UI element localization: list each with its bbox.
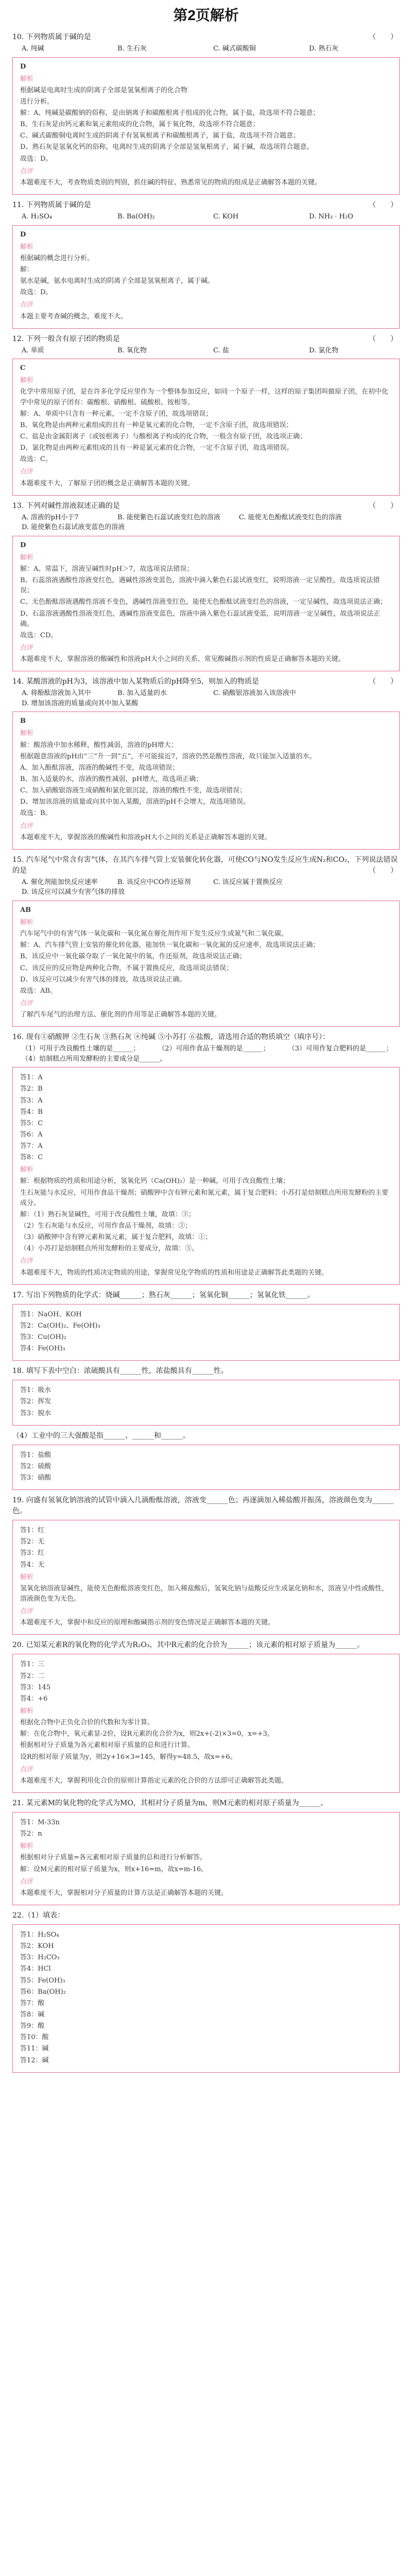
analysis-line: 解：（1）熟石灰显碱性，可用于改良酸性土壤，故填：③； (20, 1210, 195, 1218)
analysis-line: 答9：酸 (20, 2022, 45, 2030)
comment-label: 点评 (20, 301, 34, 309)
answer-analysis-box (12, 1304, 400, 1361)
answer-analysis-box (12, 1520, 400, 1635)
analysis-line: 答1：吸水 (20, 1386, 52, 1395)
answer-text: D (20, 541, 26, 549)
question-block (12, 676, 400, 850)
question-stem (12, 1798, 400, 1809)
page (0, 4, 412, 2088)
analysis-line: B、氧化物是由两种元素组成的且有一种是氧元素的化合物，一定不含原子团，故选项错误； (20, 421, 293, 429)
option: C. 该反应属于置换反应 (213, 878, 283, 886)
analysis-label: 解析 (20, 730, 34, 738)
question-stem (12, 1910, 400, 1921)
question-stem-text: 20. 已知某元素R的氧化物的化学式为R₂O₃，其中R元素的化合价为______；该元素的相对原子质量为______。 (12, 1641, 365, 1650)
question-stem (12, 1366, 400, 1377)
answer-analysis-box (12, 711, 400, 850)
analysis-line: 生石灰能与水反应，可用作食品干燥剂；硝酸钾中含有钾元素和氮元素，属于复合肥料；小苏打是焙制糕点所用发酵粉的主要成分。 (20, 1189, 389, 1207)
answer-analysis-box (12, 57, 400, 195)
question-block (12, 855, 400, 1027)
analysis-line: 答8：C (20, 1154, 43, 1162)
question-stem (12, 855, 400, 876)
analysis-line: C、该反应的反应物是两种化合物，不属于置换反应，故选项说法错误； (20, 964, 233, 972)
question-stem (12, 200, 400, 211)
option: D. 该反应可以减少有害气体的排放 (22, 888, 125, 896)
comment-label: 点评 (20, 1257, 34, 1265)
analysis-line: B、石蕊溶液遇酸性溶液变红色，遇碱性溶液变蓝色，溶液中滴入紫色石蕊试液变红，说明溶液一定呈酸性，故选项说法错误； (20, 577, 380, 595)
question-stem-text: （4）工业中的三大强酸是指______、______和______。 (12, 1431, 190, 1440)
comment-text: 本题难度不大，考查物质类别的判别，抓住碱的特征、熟悉常见的物质的组成是正确解答本题的关键。 (20, 178, 322, 187)
analysis-label: 解析 (20, 553, 34, 562)
analysis-line: 答12：碱 (20, 2056, 49, 2064)
answer-paren: （ ） (369, 501, 398, 510)
option: D. NH₃ · H₂O (309, 213, 353, 221)
analysis-line: B、该反应中一氧化碳夺取了一氧化氮中的氧，作还原剂，故选项说法正确； (20, 953, 246, 961)
option: A. 单质 (22, 346, 44, 354)
analysis-label: 解析 (20, 1166, 34, 1174)
question-block (12, 1431, 400, 1490)
answer-analysis-box (12, 536, 400, 672)
analysis-line: C、无色酚酞溶液遇酸性溶液不变色，遇碱性溶液变红色，能使无色酚酞试液变红色的溶液，一定呈碱性，故选项说法正确； (20, 598, 387, 606)
answer-paren: （ ） (369, 201, 398, 210)
question-block (12, 1910, 400, 2073)
comment-label: 点评 (20, 643, 34, 652)
analysis-line: A、加入酚酞溶液，溶液的酸碱性不变，故选项错误； (20, 764, 179, 772)
analysis-line: 根据化合物中正负化合价的代数和为零计算。 (20, 1719, 154, 1727)
analysis-line: 答5：C (20, 1119, 43, 1127)
option: C. 能使无色酚酞试液变红色的溶液 (238, 513, 342, 521)
question-stem-text: 13. 下列对碱性溶液叙述正确的是 (12, 501, 120, 510)
answer-text: AB (20, 906, 31, 914)
question-stem-text: 16. 现有①硝酸钾 ②生石灰 ③熟石灰 ④纯碱 ⑤小苏打 ⑥盐酸，请选用合适的物质填空（填序号）： (12, 1033, 330, 1042)
analysis-line: 故选：C。 (20, 455, 52, 464)
analysis-line: 答1：A (20, 1074, 43, 1082)
analysis-line: 进行分析。 (20, 97, 54, 106)
comment-text: 本题难度不大，掌握溶液的酸碱性和溶液pH大小之间的关系、常见酸碱指示剂的性质是正确解答本题的关键。 (20, 655, 345, 664)
question-block (12, 1290, 400, 1361)
analysis-line: 汽车尾气中的有害气体一氧化碳和一氧化氮在催化剂作用下发生反应生成氮气和二氧化碳。 (20, 930, 288, 938)
question-stem (12, 32, 400, 43)
comment-text: 本题难度不大，掌握溶液的酸碱性和溶液pH大小之间的关系是正确解答本题的关键。 (20, 833, 271, 841)
option: B. 该反应中CO作还原剂 (117, 878, 191, 886)
comment-label: 点评 (20, 1607, 34, 1616)
question-block (12, 1032, 400, 1285)
question-block (12, 501, 400, 672)
analysis-line: 根据相对分子质量=各元素相对原子质量的总和进行分析解答。 (20, 1854, 207, 1862)
analysis-line: D、该反应可以减少有害气体的排放，故选项说法正确。 (20, 975, 186, 984)
analysis-line: 答2：KOH (20, 1942, 54, 1951)
question-stem-text: 21. 某元素M的氧化物的化学式为MO，其相对分子质量为m，则M元素的相对原子质量为______。 (12, 1799, 328, 1807)
answer-analysis-box (12, 1924, 400, 2073)
comment-text: 本题难度不大，掌握利用化合价的原则计算指定元素的化合价的方法即可正确解答此类题。 (20, 1776, 288, 1785)
comment-label: 点评 (20, 468, 34, 476)
option: C. 盐 (213, 346, 229, 354)
questions-list (0, 32, 412, 2073)
analysis-line: D、石蕊溶液遇酸性溶液变红色，遇碱性溶液变蓝色，溶液中滴入紫色石蕊试液变蓝，说明溶液一定呈碱性，故选项说法正确。 (20, 609, 381, 628)
analysis-line: 化学中常用原子团，是在许多化学反应里作为一个整体参加反应，如同一个原子一样，这样的原子集团叫做原子团，在初中化学中常见的原子团有：碳酸根、硝酸根、硫酸根、铵根等。 (20, 388, 389, 406)
answer-text: D (20, 230, 26, 239)
analysis-line: 根据碱的概念进行分析。 (20, 254, 94, 262)
analysis-label: 解析 (20, 918, 34, 926)
option: C. 碱式碳酸铜 (213, 45, 256, 53)
answer-analysis-box (12, 225, 400, 329)
option: B. Ba(OH)₂ (117, 213, 155, 221)
question-stem (12, 334, 400, 345)
analysis-line: 答2：二 (20, 1672, 45, 1680)
answer-text: B (20, 717, 26, 725)
option: D. 熟石灰 (309, 45, 339, 53)
option: C. 硝酸银溶液加入该溶液中 (213, 689, 296, 698)
analysis-line: C、碱式碳酸铜电离时生成的阴离子有氢氧根离子和碳酸根离子，属于盐，故选项不符合题意； (20, 132, 300, 140)
analysis-line: 解：在化合物中，氧元素显-2价，设R元素的化合价为x，则2x+(-2)×3=0，x=+3。 (20, 1730, 274, 1738)
analysis-line: 答7：A (20, 1142, 43, 1150)
answer-analysis-box (12, 1067, 400, 1285)
option: D. 增加该溶液的质量或向其中加入某酸 (22, 699, 139, 707)
analysis-line: 答3：H₂CO₃ (20, 1954, 60, 1962)
answer-text: C (20, 364, 26, 372)
comment-label: 点评 (20, 999, 34, 1007)
question-stem-text: 11. 下列物质属于碱的是 (12, 201, 91, 210)
option: （2）可用作食品干燥剂的是______； (158, 1045, 270, 1053)
analysis-line: 氨水是碱，氨水电离时生成的阴离子全部是氢氧根离子，属于碱。 (20, 277, 215, 285)
analysis-line: 解：A、常温下，溶液呈碱性时pH＞7，故选项说法错误； (20, 565, 194, 573)
analysis-line: 答2：硫酸 (20, 1462, 52, 1470)
analysis-line: 故选：B。 (20, 809, 52, 818)
comment-text: 本题难度不大，掌握相对分子质量的计算方法是正确解答本题的关键。 (20, 1889, 228, 1897)
question-block (12, 32, 400, 195)
analysis-line: B、生石灰是由钙元素和氧元素组成的化合物，属于氧化物，故选项不符合题意； (20, 121, 260, 129)
option: A. H₂SO₄ (22, 213, 52, 221)
analysis-line: 根据题意溶液的pH由“三”升一到“五”，不可能接近7，溶液仍然是酸性溶液，故只能加入适量的水。 (20, 752, 316, 760)
question-stem-text: 22.（1）填表： (12, 1911, 65, 1920)
analysis-line: 答1：盐酸 (20, 1451, 52, 1459)
analysis-line: 故选：AB。 (20, 987, 57, 995)
answer-paren: （ ） (369, 866, 398, 875)
question-block (12, 334, 400, 496)
comment-text: 本题难度不大，掌握中和反应的原理和酸碱指示剂的变色情况是正确解答本题的关键。 (20, 1619, 275, 1627)
option: （4）焙制糕点所用发酵粉的主要成分是______。 (22, 1055, 167, 1063)
question-stem (12, 676, 400, 687)
analysis-line: 解：根据物质的性质和用途分析，氢氧化钙（Ca(OH)₂）是一种碱，可用于改良酸性土壤； (20, 1177, 290, 1185)
analysis-line: 解：酸溶液中加水稀释，酸性减弱，溶液的pH增大； (20, 741, 178, 749)
analysis-line: 设R的相对原子质量为y，则2y+16×3=145，解得y=48.5，故x=+6。 (20, 1753, 237, 1761)
question-stem (12, 1032, 400, 1043)
analysis-line: 解：A、汽车排气管上安装的催化转化器，能加快一氧化碳和一氧化氮的反应速率，故选项说法正确； (20, 941, 320, 950)
analysis-line: 答1：红 (20, 1527, 45, 1535)
option: A. 催化剂能加快反应速率 (22, 878, 98, 886)
analysis-line: D、增加该溶液的质量或向其中加入某酸，溶液的pH不会增大，故选项错误。 (20, 798, 250, 806)
option: D. 能使紫色石蕊试液变蓝色的溶液 (22, 523, 125, 532)
analysis-line: 答3：红 (20, 1549, 45, 1557)
analysis-label: 解析 (20, 1842, 34, 1851)
analysis-line: 答2：无 (20, 1538, 45, 1546)
question-block (12, 200, 400, 329)
question-stem-text: 10. 下列物质属于碱的是 (12, 33, 91, 41)
analysis-line: 答5：Fe(OH)₃ (20, 1976, 65, 1985)
analysis-line: 答6：Ba(OH)₂ (20, 1988, 66, 1996)
analysis-line: 解： (20, 265, 34, 274)
analysis-line: 答11：碱 (20, 2045, 49, 2053)
analysis-line: 答4：B (20, 1108, 43, 1116)
analysis-line: 答3：脱水 (20, 1409, 52, 1417)
question-stem-text: 15. 汽车尾气中常含有害气体，在其汽车排气管上安装催化转化器，可使CO与NO发生反应生成N₂和CO₂，下列说法错误的是 (12, 855, 398, 875)
options-row (22, 513, 400, 533)
option: B. 生石灰 (117, 45, 147, 53)
answer-analysis-box (12, 901, 400, 1027)
comment-text: 了解汽车尾气的治理方法、催化剂的作用等是正确解答本题的关键。 (20, 1011, 221, 1019)
analysis-line: 答3：硝酸 (20, 1474, 52, 1482)
answer-analysis-box (12, 1654, 400, 1793)
analysis-line: 故选：D。 (20, 155, 53, 163)
question-block (12, 1495, 400, 1635)
analysis-label: 解析 (20, 75, 34, 83)
analysis-label: 解析 (20, 1707, 34, 1715)
question-block (12, 1640, 400, 1793)
option: B. 氧化物 (117, 346, 147, 354)
option: （1）可用于改良酸性土壤的是______； (22, 1045, 140, 1053)
analysis-line: 答6：A (20, 1130, 43, 1139)
answer-analysis-box (12, 1445, 400, 1490)
analysis-line: D、熟石灰是氢氧化钙的俗称，电离时生成的阴离子全部是氢氧根离子，属于碱，故选项符合题意。 (20, 143, 314, 151)
analysis-line: （4）小苏打是焙制糕点所用发酵粉的主要成分，故填：⑤。 (20, 1245, 199, 1253)
comment-label: 点评 (20, 822, 34, 830)
question-stem-text: 12. 下列一般含有原子团的物质是 (12, 334, 120, 343)
analysis-line: 故选：CD。 (20, 631, 58, 639)
answer-analysis-box (12, 1812, 400, 1905)
analysis-line: 答2：挥发 (20, 1398, 52, 1406)
comment-text: 本题难度不大，物质的性质决定物质的用途，掌握常见化学物质的性质和用途是正确解答此类题的关键。 (20, 1268, 329, 1277)
comment-text: 本题难度不大，了解原子团的概念是正确解答本题的关键。 (20, 479, 195, 487)
question-stem (12, 1431, 400, 1442)
analysis-line: 答10：酸 (20, 2033, 49, 2042)
page-title: 第2页解析 (173, 7, 239, 23)
answer-paren: （ ） (369, 677, 398, 686)
analysis-line: 答2：B (20, 1085, 43, 1093)
question-block (12, 1798, 400, 1905)
analysis-line: 答4：无 (20, 1561, 45, 1569)
question-stem (12, 501, 400, 512)
question-stem (12, 1290, 400, 1301)
analysis-line: 解：A、单质中只含有一种元素，一定不含原子团，故选项错误； (20, 410, 213, 418)
option: C. KOH (213, 213, 239, 221)
analysis-line: D、氯化物是由两种元素组成的且有一种是氯元素的化合物，一定不含原子团，故选项错误。 (20, 444, 294, 452)
analysis-line: 答1：M-33n (20, 1818, 60, 1826)
analysis-label: 解析 (20, 243, 34, 251)
analysis-line: 答3：145 (20, 1683, 51, 1691)
analysis-label: 解析 (20, 377, 34, 385)
options-row (22, 44, 400, 54)
option: B. 能使紫色石蕊试液变红色的溶液 (117, 513, 220, 521)
analysis-line: 氢氧化钠溶液显碱性，能使无色酚酞溶液变红色，加入稀盐酸后，氢氧化钠与盐酸反应生成氯化钠和水，溶液呈中性或酸性，溶液颜色变为无色。 (20, 1584, 389, 1603)
question-stem (12, 1640, 400, 1651)
analysis-line: C、盐是由金属阳离子（或铵根离子）与酸根离子构成的化合物，一般含有原子团，故选项正确； (20, 433, 306, 441)
option: D. 氯化物 (309, 346, 339, 354)
comment-label: 点评 (20, 1877, 34, 1886)
option: A. 纯碱 (22, 45, 44, 53)
question-stem-text: 14. 某酸溶液的pH为3，该溶液中加入某物质后的pH降至5，则加入的物质是 (12, 677, 259, 686)
analysis-line: （2）生石灰能与水反应，可用作食品干燥剂，故填：②； (20, 1222, 192, 1230)
analysis-line: 解：A、纯碱是碳酸钠的俗称，是由钠离子和碳酸根离子组成的化合物，属于盐，故选项不符合题意； (20, 109, 320, 117)
option: A. 溶液的pH小于7 (22, 513, 79, 521)
answer-analysis-box (12, 359, 400, 496)
question-block (12, 1366, 400, 1425)
analysis-line: 答2：Ca(OH)₂、Fe(OH)₃ (20, 1321, 100, 1330)
analysis-label: 解析 (20, 1573, 34, 1581)
question-stem-text: 18. 填写下表中空白：浓硫酸具有______性，浓盐酸具有______性。 (12, 1367, 228, 1376)
analysis-line: 故选：D。 (20, 289, 53, 297)
comment-label: 点评 (20, 167, 34, 175)
question-stem (12, 1495, 400, 1517)
analysis-line: 根据碱是电离时生成的阴离子全部是氢氧根离子的化合物 (20, 86, 188, 94)
analysis-line: 答1：NaOH、KOH (20, 1310, 82, 1318)
analysis-line: B、加入适量的水，溶液的酸性减弱，pH增大，故选项正确； (20, 775, 203, 783)
analysis-line: 答4：+6 (20, 1694, 48, 1703)
analysis-line: 答2：n (20, 1830, 42, 1838)
analysis-line: 答4：HCl (20, 1965, 51, 1973)
answer-paren: （ ） (369, 334, 398, 343)
analysis-line: C、加入硝酸银溶液生成硝酸和氯化银沉淀，溶液的酸性不变，故选项错误； (20, 787, 246, 795)
comment-label: 点评 (20, 1765, 34, 1773)
analysis-line: 答3：A (20, 1096, 43, 1105)
analysis-line: 答8：碱 (20, 2010, 45, 2019)
analysis-line: 根据相对分子质量为各元素相对原子质量的总和进行计算。 (20, 1741, 195, 1750)
option: B. 加入适量的水 (117, 689, 167, 698)
options-row (22, 212, 400, 222)
analysis-line: 答3：Cu(OH)₂ (20, 1333, 66, 1342)
question-stem-text: 19. 向盛有氢氧化钠溶液的试管中滴入几滴酚酞溶液，溶液变______色；再逐滴加入稀盐酸并振荡，溶液颜色变为______色。 (12, 1496, 394, 1516)
option: A. 将酚酞溶液加入其中 (22, 689, 91, 698)
analysis-line: （3）硝酸钾中含有钾元素和氮元素，属于复合肥料，故填：①； (20, 1233, 212, 1242)
analysis-line: 答1：三 (20, 1660, 45, 1669)
options-row (22, 1044, 400, 1064)
analysis-line: 答1：H₂SO₄ (20, 1930, 59, 1939)
analysis-line: 答7：酸 (20, 1999, 45, 2007)
analysis-line: 答4：Fe(OH)₃ (20, 1345, 65, 1353)
options-row (22, 688, 400, 708)
answer-text: D (20, 62, 26, 71)
option: （3）可用作复合肥料的是______； (288, 1045, 393, 1053)
options-row (22, 877, 400, 897)
answer-analysis-box (12, 1380, 400, 1425)
analysis-line: 解：设M元素的相对原子质量为x，则x+16=m，故x=m-16。 (20, 1865, 208, 1873)
answer-paren: （ ） (369, 33, 398, 41)
options-row (22, 346, 400, 356)
question-stem-text: 17. 写出下列物质的化学式：烧碱______；熟石灰______；氢氧化铜______；氢氧化铁______。 (12, 1291, 315, 1299)
comment-text: 本题主要考查碱的概念，难度不大。 (20, 312, 128, 320)
